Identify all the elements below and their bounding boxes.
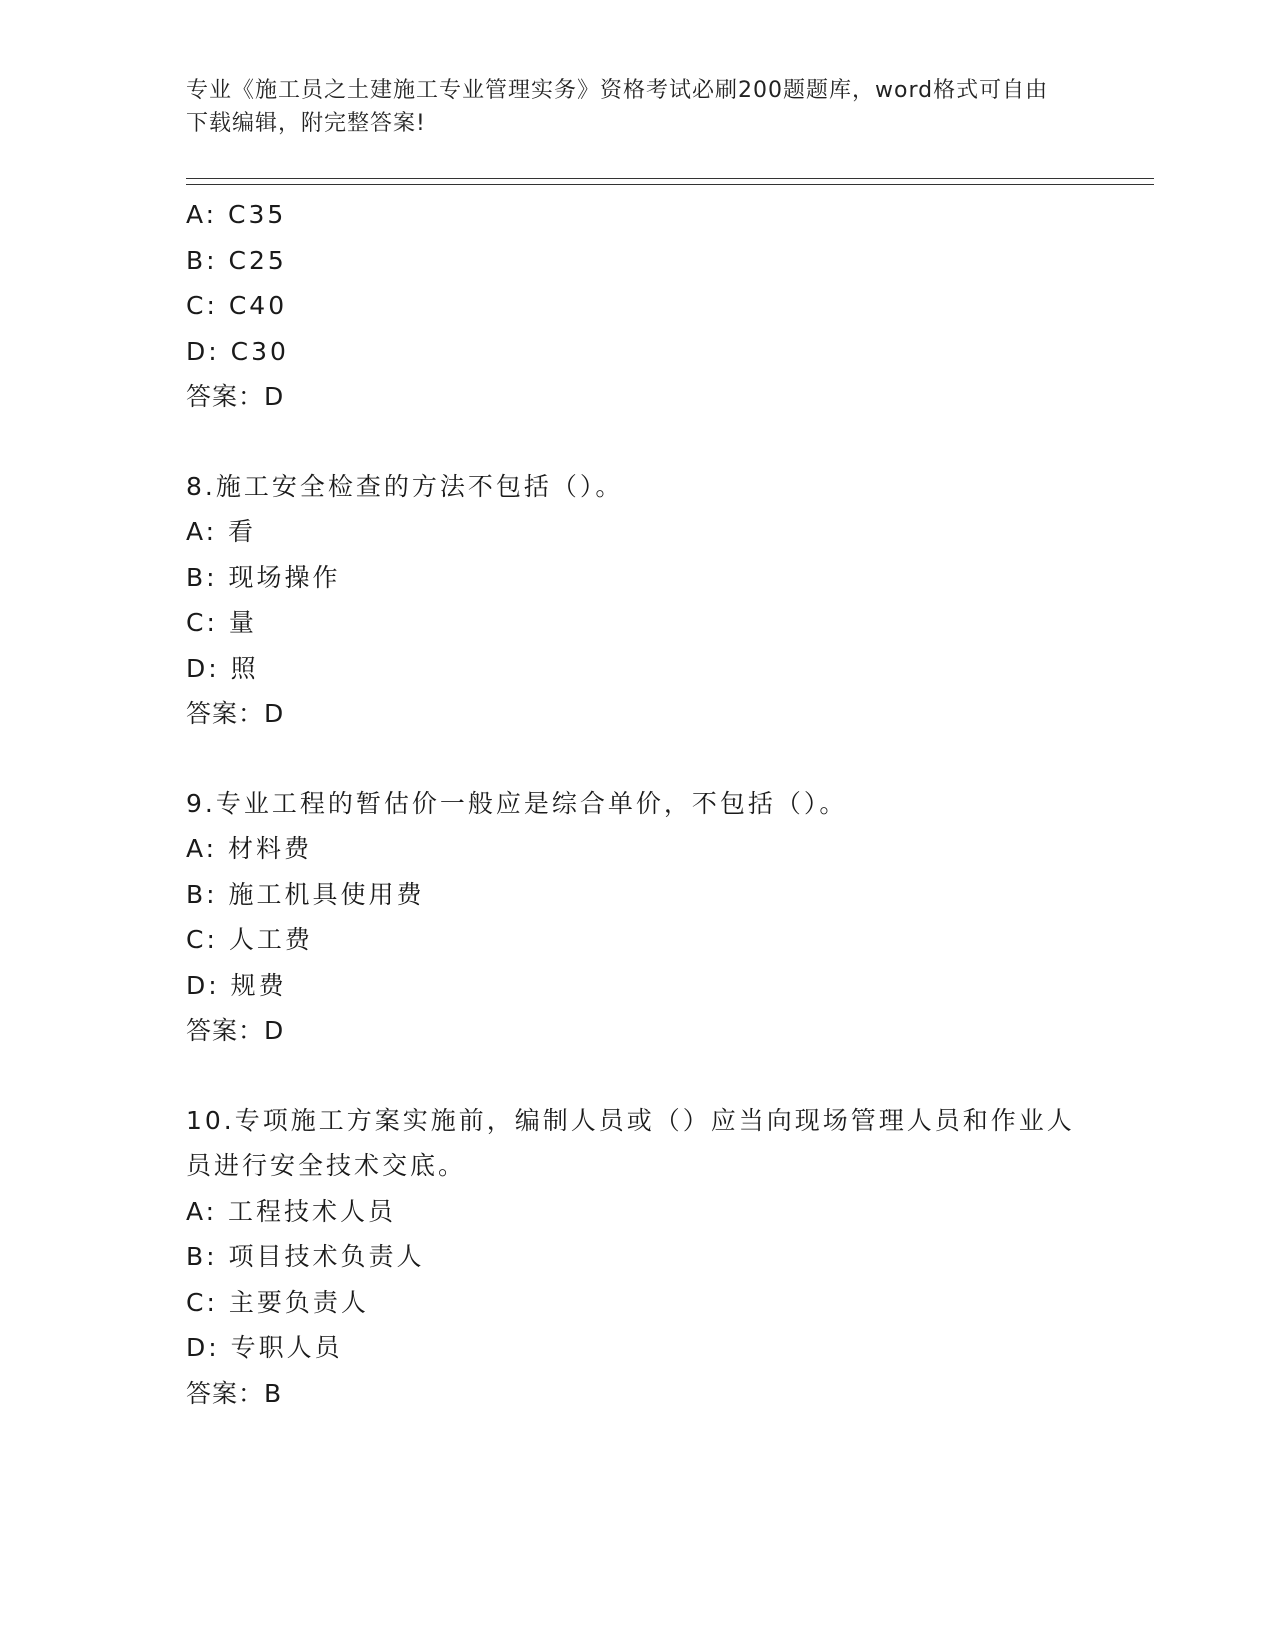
option-a: A: C35 — [186, 200, 287, 229]
question-stem: 9.专业工程的暂估价一般应是综合单价，不包括（）。 — [186, 788, 848, 818]
option-c: C: 人工费 — [186, 925, 313, 954]
option-c: C: C40 — [186, 291, 288, 320]
option-a: A: 工程技术人员 — [186, 1196, 397, 1226]
option-b: B: 项目技术负责人 — [186, 1242, 425, 1271]
option-d: D: 照 — [186, 653, 259, 683]
header-divider — [186, 178, 1154, 185]
question-stem: 10.专项施工方案实施前，编制人员或（）应当向现场管理人员和作业人员进行安全技术交底。 — [186, 1105, 1075, 1180]
answer: 答案：D — [186, 1016, 285, 1045]
option-d: D: 规费 — [186, 970, 287, 1000]
option-d: D: 专职人员 — [186, 1333, 343, 1362]
answer: 答案：D — [186, 699, 285, 728]
question-list — [186, 192, 1086, 1416]
option-b: B: 现场操作 — [186, 562, 341, 592]
answer: 答案：B — [186, 1378, 283, 1408]
option-a: A: 材料费 — [186, 834, 313, 863]
question-10 — [186, 1098, 1086, 1417]
option-d: D: C30 — [186, 336, 289, 366]
answer: 答案：D — [186, 382, 285, 411]
option-a: A: 看 — [186, 517, 257, 546]
option-b: B: 施工机具使用费 — [186, 879, 425, 909]
question-9 — [186, 781, 1086, 1054]
option-c: C: 量 — [186, 608, 257, 637]
option-c: C: 主要负责人 — [186, 1287, 369, 1317]
page-header: 专业《施工员之土建施工专业管理实务》资格考试必刷200题题库，word格式可自由下载编辑，附完整答案! — [186, 78, 1049, 136]
question-8 — [186, 464, 1086, 737]
option-b: B: C25 — [186, 245, 287, 275]
question-7-continued — [186, 192, 1086, 420]
question-stem: 8.施工安全检查的方法不包括（）。 — [186, 471, 624, 501]
